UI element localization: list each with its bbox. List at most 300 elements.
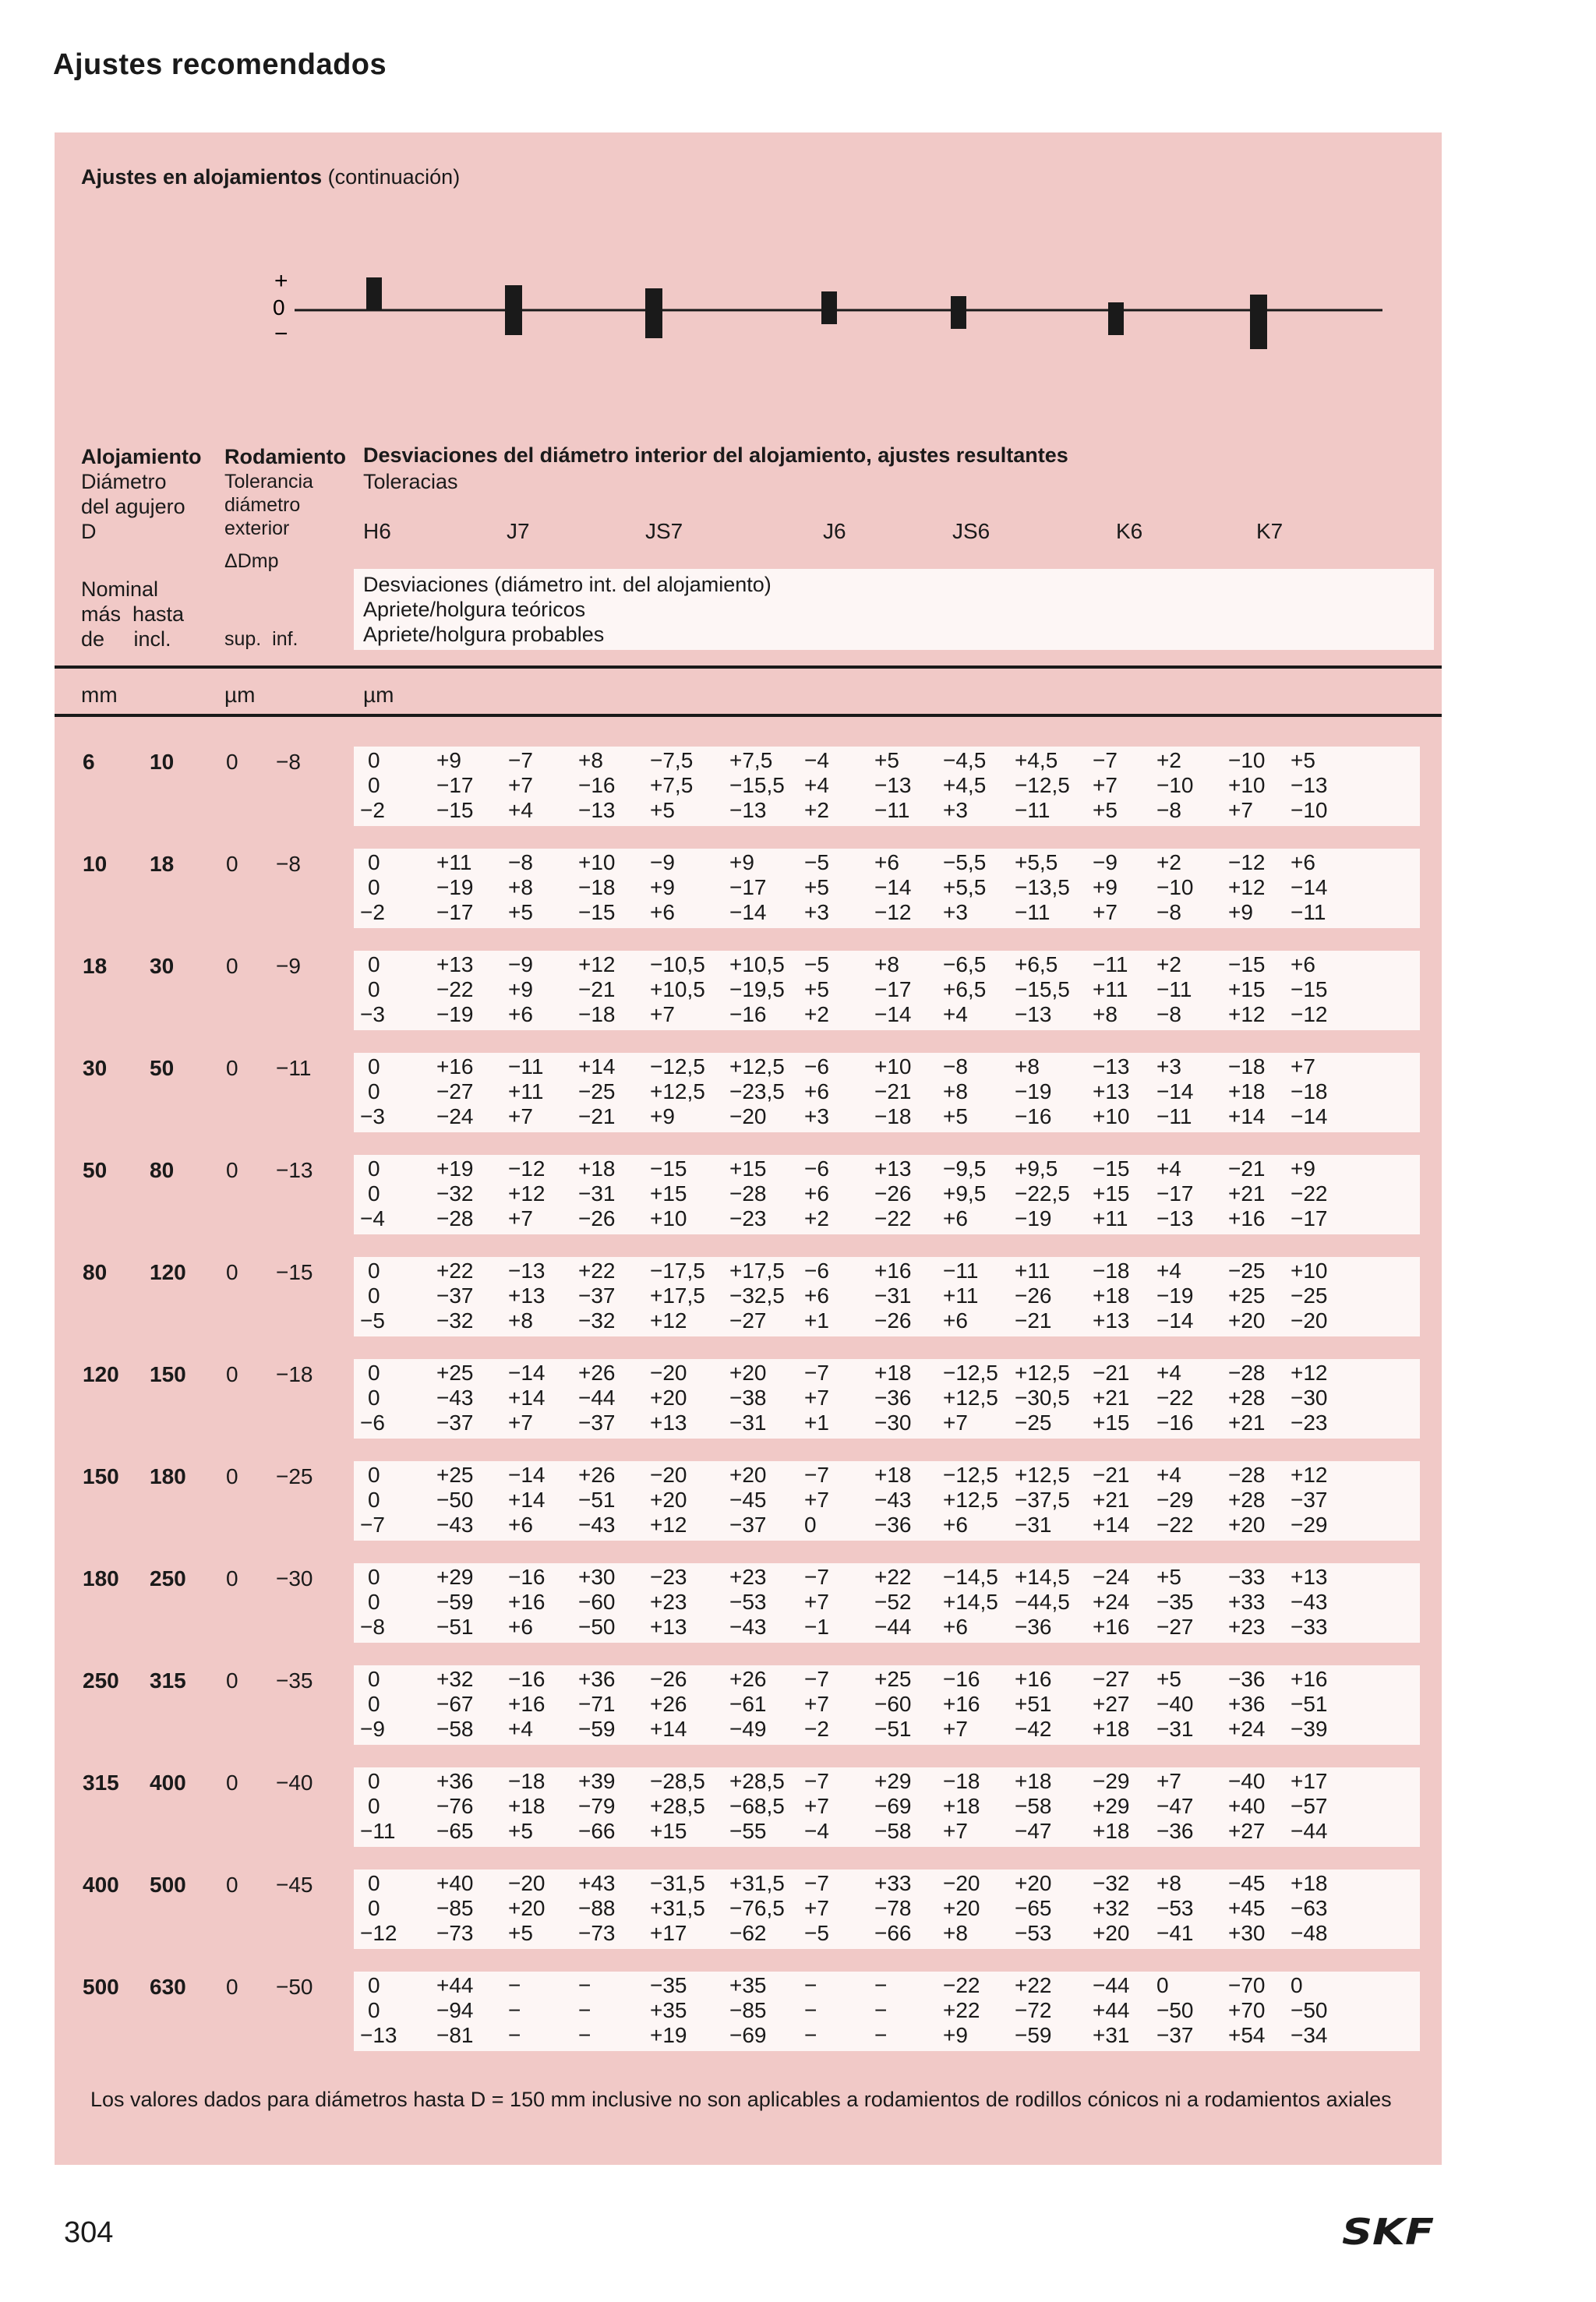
table-cell: −21 bbox=[1093, 1463, 1130, 1487]
table-cell: +9 bbox=[943, 2023, 968, 2047]
table-cell: 0 bbox=[368, 1259, 380, 1283]
table-cell: −12 bbox=[1228, 850, 1266, 874]
table-cell: −50 bbox=[1291, 1998, 1328, 2022]
table-cell: −25 bbox=[578, 1079, 616, 1103]
table-cell: −44 bbox=[578, 1386, 616, 1410]
table-cell: +25 bbox=[436, 1361, 474, 1385]
table-cell: +4 bbox=[1156, 1156, 1181, 1181]
table-cell: +29 bbox=[1093, 1794, 1130, 1818]
table-cell: −11 bbox=[1015, 798, 1050, 822]
table-cell: +25 bbox=[1228, 1283, 1266, 1308]
table-cell: +10,5 bbox=[729, 952, 785, 976]
table-cell: −16 bbox=[943, 1667, 980, 1691]
table-cell: +8 bbox=[578, 748, 603, 772]
table-cell: −19 bbox=[436, 1002, 474, 1026]
diameter-from: 500 bbox=[83, 1975, 119, 1999]
table-cell: +20 bbox=[1228, 1513, 1266, 1537]
table-cell: −38 bbox=[729, 1386, 767, 1410]
table-cell: −48 bbox=[1291, 1921, 1328, 1945]
table-cell: −3 bbox=[360, 1104, 385, 1128]
table-cell: +13 bbox=[1291, 1565, 1328, 1589]
table-cell: −5 bbox=[804, 1921, 829, 1945]
table-cell: −28 bbox=[1228, 1361, 1266, 1385]
table-cell: +28,5 bbox=[650, 1794, 705, 1818]
table-cell: +6 bbox=[1291, 952, 1315, 976]
table-cell: −6,5 bbox=[943, 952, 987, 976]
table-cell: −18 bbox=[874, 1104, 912, 1128]
table-cell: +23 bbox=[729, 1565, 767, 1589]
header-main-sub: Toleracias bbox=[363, 470, 458, 493]
tolerance-j6: J6 bbox=[823, 519, 846, 543]
table-cell: −12 bbox=[874, 900, 912, 924]
table-cell: −26 bbox=[650, 1667, 687, 1691]
table-cell: −26 bbox=[874, 1181, 912, 1206]
table-cell: −5,5 bbox=[943, 850, 987, 874]
table-cell: −18 bbox=[1291, 1079, 1328, 1103]
unit-um-housing: µm bbox=[363, 683, 394, 707]
table-cell: −37 bbox=[578, 1411, 616, 1435]
table-cell: −21 bbox=[578, 977, 616, 1001]
table-cell: +7 bbox=[508, 1104, 533, 1128]
table-cell: −13 bbox=[1291, 773, 1328, 797]
diameter-to: 630 bbox=[150, 1975, 186, 1999]
table-cell: +5 bbox=[874, 748, 899, 772]
table-cell: −51 bbox=[874, 1717, 912, 1741]
table-cell: −32 bbox=[578, 1308, 616, 1333]
table-cell: −24 bbox=[436, 1104, 474, 1128]
table-cell: +20 bbox=[943, 1896, 980, 1920]
table-cell: +6 bbox=[804, 1283, 829, 1308]
table-cell: +16 bbox=[508, 1692, 546, 1716]
table-cell: −43 bbox=[578, 1513, 616, 1537]
header-bearing-line2: diámetro bbox=[224, 494, 301, 516]
table-cell: −52 bbox=[874, 1590, 912, 1614]
table-cell: +11 bbox=[436, 850, 472, 874]
table-cell: +26 bbox=[650, 1692, 687, 1716]
table-cell: −44 bbox=[1093, 1973, 1130, 1997]
bearing-tolerance-inf: −50 bbox=[276, 1975, 313, 1999]
diameter-to: 250 bbox=[150, 1566, 186, 1591]
bearing-tolerance-inf: −30 bbox=[276, 1566, 313, 1591]
table-cell: +13 bbox=[436, 952, 474, 976]
legend-line-theoretical: Apriete/holgura teóricos bbox=[363, 598, 586, 621]
tolerance-js6: JS6 bbox=[952, 519, 990, 543]
table-cell: −51 bbox=[578, 1488, 616, 1512]
table-cell: +21 bbox=[1093, 1386, 1130, 1410]
table-cell: +17,5 bbox=[729, 1259, 785, 1283]
table-cell: −22,5 bbox=[1015, 1181, 1070, 1206]
table-cell: +33 bbox=[1228, 1590, 1266, 1614]
table-cell: +3 bbox=[804, 900, 829, 924]
table-cell: −16 bbox=[508, 1667, 546, 1691]
zone-bar-k7 bbox=[1250, 295, 1267, 349]
bearing-tolerance-inf: −35 bbox=[276, 1668, 313, 1693]
table-cell: −19 bbox=[1015, 1079, 1052, 1103]
table-cell: +17 bbox=[650, 1921, 687, 1945]
table-cell: +20 bbox=[729, 1361, 767, 1385]
table-cell: −14 bbox=[874, 1002, 912, 1026]
table-cell: +6 bbox=[943, 1513, 968, 1537]
table-cell: +29 bbox=[874, 1769, 912, 1793]
table-cell: −9 bbox=[650, 850, 675, 874]
table-cell: +2 bbox=[1156, 748, 1181, 772]
table-cell: −25 bbox=[1291, 1283, 1328, 1308]
table-cell: +5 bbox=[804, 977, 829, 1001]
zone-bar-k6 bbox=[1108, 302, 1124, 335]
zone-bar-j7 bbox=[505, 285, 522, 335]
table-cell: −18 bbox=[578, 875, 616, 899]
table-cell: +7 bbox=[508, 1206, 533, 1230]
diameter-from: 250 bbox=[83, 1668, 119, 1693]
table-cell: +3 bbox=[804, 1104, 829, 1128]
table-cell: +11 bbox=[1015, 1259, 1050, 1283]
table-cell: −4 bbox=[360, 1206, 385, 1230]
bearing-tolerance-sup: 0 bbox=[226, 1362, 238, 1386]
table-cell: −68,5 bbox=[729, 1794, 785, 1818]
table-cell: −57 bbox=[1291, 1794, 1328, 1818]
header-housing-line1: Diámetro bbox=[81, 470, 167, 493]
table-cell: −6 bbox=[804, 1259, 829, 1283]
table-cell: +18 bbox=[1093, 1283, 1130, 1308]
table-cell: +6 bbox=[943, 1615, 968, 1639]
table-cell: −26 bbox=[578, 1206, 616, 1230]
header-housing-title: Alojamiento bbox=[81, 445, 202, 468]
table-cell: +15 bbox=[1093, 1411, 1130, 1435]
table-cell: +8 bbox=[1156, 1871, 1181, 1895]
table-cell: −7 bbox=[804, 1871, 829, 1895]
table-cell: −13,5 bbox=[1015, 875, 1070, 899]
table-cell: −5 bbox=[360, 1308, 385, 1333]
skf-logo bbox=[1342, 2210, 1435, 2252]
table-cell: +20 bbox=[1093, 1921, 1130, 1945]
table-cell: +51 bbox=[1015, 1692, 1052, 1716]
table-cell: +13 bbox=[508, 1283, 546, 1308]
table-cell: −35 bbox=[1156, 1590, 1194, 1614]
bearing-tolerance-sup: 0 bbox=[226, 1873, 238, 1897]
table-cell: −7,5 bbox=[650, 748, 694, 772]
diagram-plus-label: + bbox=[274, 268, 288, 294]
table-cell: −18 bbox=[578, 1002, 616, 1026]
bearing-tolerance-sup: 0 bbox=[226, 1566, 238, 1591]
table-cell: −15 bbox=[436, 798, 474, 822]
table-cell: −20 bbox=[1291, 1308, 1328, 1333]
table-cell: −18 bbox=[1228, 1054, 1266, 1079]
table-cell: −76,5 bbox=[729, 1896, 785, 1920]
header-nominal-line2: más hasta bbox=[81, 602, 185, 626]
table-cell: −31 bbox=[874, 1283, 912, 1308]
header-nominal-line3: de incl. bbox=[81, 627, 171, 651]
table-cell: −16 bbox=[508, 1565, 546, 1589]
table-cell: −44,5 bbox=[1015, 1590, 1070, 1614]
table-cell: +9 bbox=[1291, 1156, 1315, 1181]
table-cell: −12,5 bbox=[650, 1054, 705, 1079]
table-cell: +7,5 bbox=[729, 748, 773, 772]
table-cell: −21 bbox=[578, 1104, 616, 1128]
zone-bar-h6 bbox=[366, 277, 382, 310]
table-cell: +3 bbox=[1156, 1054, 1181, 1079]
table-cell: +20 bbox=[650, 1386, 687, 1410]
diameter-from: 30 bbox=[83, 1056, 108, 1080]
table-cell: −85 bbox=[436, 1896, 474, 1920]
table-cell: −11 bbox=[360, 1819, 396, 1843]
table-cell: +20 bbox=[650, 1488, 687, 1512]
table-cell: +8 bbox=[874, 952, 899, 976]
bearing-tolerance-inf: −15 bbox=[276, 1260, 313, 1284]
table-cell: −27 bbox=[729, 1308, 767, 1333]
table-cell: +14 bbox=[1093, 1513, 1130, 1537]
tolerance-zone-diagram bbox=[55, 132, 1442, 366]
table-cell: −60 bbox=[578, 1590, 616, 1614]
diameter-to: 500 bbox=[150, 1873, 186, 1897]
table-cell: −7 bbox=[804, 1361, 829, 1385]
table-cell: +7 bbox=[804, 1896, 829, 1920]
table-cell: −13 bbox=[874, 773, 912, 797]
table-cell: +4 bbox=[943, 1002, 968, 1026]
table-cell: +7 bbox=[1156, 1769, 1181, 1793]
table-cell: +22 bbox=[436, 1259, 474, 1283]
page-number: 304 bbox=[64, 2216, 114, 2249]
table-cell: −36 bbox=[874, 1513, 912, 1537]
table-cell: −16 bbox=[729, 1002, 767, 1026]
table-cell: −27 bbox=[1093, 1667, 1130, 1691]
table-cell: −2 bbox=[360, 900, 385, 924]
header-sup-inf: sup. inf. bbox=[224, 628, 298, 650]
table-cell: −81 bbox=[436, 2023, 474, 2047]
table-cell: −65 bbox=[1015, 1896, 1052, 1920]
table-cell: −66 bbox=[874, 1921, 912, 1945]
table-cell: −59 bbox=[1015, 2023, 1052, 2047]
table-cell: −28 bbox=[436, 1206, 474, 1230]
table-cell: − bbox=[508, 2023, 521, 2047]
table-cell: −30 bbox=[1291, 1386, 1328, 1410]
bearing-tolerance-inf: −40 bbox=[276, 1771, 313, 1795]
table-cell: −18 bbox=[943, 1769, 980, 1793]
table-cell: −29 bbox=[1156, 1488, 1194, 1512]
table-cell: −78 bbox=[874, 1896, 912, 1920]
table-cell: +26 bbox=[729, 1667, 767, 1691]
table-cell: +14 bbox=[650, 1717, 687, 1741]
table-cell: −31 bbox=[578, 1181, 616, 1206]
table-cell: − bbox=[804, 1998, 817, 2022]
table-cell: +16 bbox=[436, 1054, 474, 1079]
table-cell: −41 bbox=[1156, 1921, 1194, 1945]
table-cell: +19 bbox=[436, 1156, 474, 1181]
table-cell: +12 bbox=[508, 1181, 546, 1206]
table-cell: −11 bbox=[1156, 977, 1192, 1001]
table-cell: −32 bbox=[436, 1181, 474, 1206]
table-cell: −58 bbox=[436, 1717, 474, 1741]
table-cell: +2 bbox=[1156, 850, 1181, 874]
header-housing-line3: D bbox=[81, 520, 97, 543]
table-cell: +7 bbox=[804, 1488, 829, 1512]
table-cell: +54 bbox=[1228, 2023, 1266, 2047]
table-cell: +5 bbox=[508, 1921, 533, 1945]
table-cell: −49 bbox=[729, 1717, 767, 1741]
table-cell: −11 bbox=[508, 1054, 544, 1079]
bearing-tolerance-sup: 0 bbox=[226, 1260, 238, 1284]
table-cell: −19 bbox=[1156, 1283, 1194, 1308]
table-cell: +7 bbox=[804, 1692, 829, 1716]
table-cell: −18 bbox=[1093, 1259, 1130, 1283]
table-cell: +10 bbox=[1093, 1104, 1130, 1128]
table-cell: −6 bbox=[804, 1054, 829, 1079]
table-cell: −23 bbox=[729, 1206, 767, 1230]
table-cell: +1 bbox=[804, 1308, 829, 1333]
table-cell: +7 bbox=[1228, 798, 1253, 822]
subtitle-bold: Ajustes en alojamientos bbox=[81, 165, 323, 189]
diameter-from: 6 bbox=[83, 750, 95, 774]
table-cell: −14 bbox=[729, 900, 767, 924]
table-cell: −69 bbox=[729, 2023, 767, 2047]
table-cell: +7,5 bbox=[650, 773, 694, 797]
table-cell: −85 bbox=[729, 1998, 767, 2022]
table-cell: 0 bbox=[1156, 1973, 1169, 1997]
table-cell: −31 bbox=[729, 1411, 767, 1435]
table-cell: 0 bbox=[368, 1361, 380, 1385]
table-cell: 0 bbox=[368, 1054, 380, 1079]
table-cell: −73 bbox=[578, 1921, 616, 1945]
table-cell: +10,5 bbox=[650, 977, 705, 1001]
table-cell: −72 bbox=[1015, 1998, 1052, 2022]
fits-table-panel bbox=[55, 132, 1442, 2165]
table-cell: −26 bbox=[1015, 1283, 1052, 1308]
table-cell: +20 bbox=[1015, 1871, 1052, 1895]
table-cell: −21 bbox=[1015, 1308, 1052, 1333]
table-cell: −14 bbox=[508, 1463, 546, 1487]
table-cell: +2 bbox=[804, 798, 829, 822]
table-cell: +20 bbox=[729, 1463, 767, 1487]
table-cell: +6,5 bbox=[1015, 952, 1058, 976]
table-cell: +18 bbox=[1291, 1871, 1328, 1895]
table-cell: −11 bbox=[1015, 900, 1050, 924]
table-cell: +6 bbox=[1291, 850, 1315, 874]
table-cell: +2 bbox=[804, 1002, 829, 1026]
table-cell: −3 bbox=[360, 1002, 385, 1026]
table-cell: +15 bbox=[650, 1181, 687, 1206]
table-cell: −36 bbox=[1228, 1667, 1266, 1691]
table-cell: −20 bbox=[650, 1361, 687, 1385]
table-cell: −28 bbox=[729, 1181, 767, 1206]
table-cell: +16 bbox=[1228, 1206, 1266, 1230]
table-cell: 0 bbox=[368, 1973, 380, 1997]
table-cell: +4 bbox=[1156, 1463, 1181, 1487]
header-rule-top bbox=[55, 666, 1442, 669]
table-cell: +18 bbox=[874, 1361, 912, 1385]
table-cell: +14,5 bbox=[1015, 1565, 1070, 1589]
table-cell: −1 bbox=[804, 1615, 829, 1639]
table-cell: −35 bbox=[650, 1973, 687, 1997]
table-cell: +30 bbox=[1228, 1921, 1266, 1945]
table-cell: +12,5 bbox=[1015, 1361, 1070, 1385]
table-cell: −44 bbox=[1291, 1819, 1328, 1843]
table-cell: −10 bbox=[1156, 875, 1194, 899]
table-cell: +12,5 bbox=[729, 1054, 785, 1079]
table-cell: −61 bbox=[729, 1692, 767, 1716]
table-cell: −37 bbox=[1156, 2023, 1194, 2047]
table-cell: 0 bbox=[368, 1794, 380, 1818]
table-cell: +4 bbox=[1156, 1361, 1181, 1385]
table-cell: −17 bbox=[874, 977, 912, 1001]
table-cell: +7 bbox=[1093, 773, 1118, 797]
table-cell: +23 bbox=[1228, 1615, 1266, 1639]
table-cell: −37 bbox=[436, 1283, 474, 1308]
header-nominal-line1: Nominal bbox=[81, 577, 159, 601]
table-cell: −29 bbox=[1291, 1513, 1328, 1537]
table-cell: +16 bbox=[1015, 1667, 1052, 1691]
diameter-to: 180 bbox=[150, 1464, 186, 1488]
bearing-tolerance-inf: −18 bbox=[276, 1362, 313, 1386]
table-cell: −23,5 bbox=[729, 1079, 785, 1103]
table-cell: +14 bbox=[508, 1488, 546, 1512]
table-cell: −21 bbox=[1093, 1361, 1130, 1385]
table-cell: +5 bbox=[508, 900, 533, 924]
table-cell: −50 bbox=[1156, 1998, 1194, 2022]
header-bearing-title: Rodamiento bbox=[224, 445, 347, 468]
table-cell: +3 bbox=[943, 798, 968, 822]
table-cell: −7 bbox=[804, 1769, 829, 1793]
table-cell: −16 bbox=[1015, 1104, 1052, 1128]
table-cell: −13 bbox=[1093, 1054, 1130, 1079]
bearing-tolerance-inf: −45 bbox=[276, 1873, 313, 1897]
table-cell: 0 bbox=[368, 1998, 380, 2022]
table-cell: −40 bbox=[1228, 1769, 1266, 1793]
table-cell: −65 bbox=[436, 1819, 474, 1843]
tolerance-h6: H6 bbox=[363, 519, 391, 543]
table-cell: +12 bbox=[650, 1308, 687, 1333]
table-cell: +4 bbox=[1156, 1259, 1181, 1283]
table-cell: −21 bbox=[874, 1079, 912, 1103]
table-cell: −8 bbox=[1156, 798, 1181, 822]
table-cell: +4 bbox=[804, 773, 829, 797]
table-cell: −16 bbox=[578, 773, 616, 797]
table-cell: +31,5 bbox=[650, 1896, 705, 1920]
page-title: Ajustes recomendados bbox=[53, 48, 387, 81]
table-cell: +3 bbox=[943, 900, 968, 924]
table-cell: −8 bbox=[1156, 1002, 1181, 1026]
table-cell: +6,5 bbox=[943, 977, 987, 1001]
table-cell: +28 bbox=[1228, 1488, 1266, 1512]
header-bearing-line1: Tolerancia bbox=[224, 471, 313, 493]
table-cell: +13 bbox=[1093, 1079, 1130, 1103]
table-cell: 0 bbox=[368, 1692, 380, 1716]
table-cell: −43 bbox=[436, 1386, 474, 1410]
table-cell: −18 bbox=[508, 1769, 546, 1793]
table-cell: −43 bbox=[729, 1615, 767, 1639]
table-cell: −34 bbox=[1291, 2023, 1328, 2047]
table-cell: +18 bbox=[508, 1794, 546, 1818]
table-cell: +12 bbox=[650, 1513, 687, 1537]
table-cell: +26 bbox=[578, 1361, 616, 1385]
table-cell: +12 bbox=[1291, 1463, 1328, 1487]
bearing-tolerance-inf: −11 bbox=[276, 1056, 312, 1080]
table-cell: −88 bbox=[578, 1896, 616, 1920]
table-cell: +6 bbox=[650, 900, 675, 924]
table-cell: +11 bbox=[943, 1283, 979, 1308]
table-cell: 0 bbox=[368, 1079, 380, 1103]
bearing-tolerance-sup: 0 bbox=[226, 1056, 238, 1080]
table-cell: −28,5 bbox=[650, 1769, 705, 1793]
diagram-minus-label: − bbox=[274, 321, 288, 347]
table-cell: −79 bbox=[578, 1794, 616, 1818]
table-cell: +70 bbox=[1228, 1998, 1266, 2022]
table-cell: −13 bbox=[508, 1259, 546, 1283]
table-cell: +15 bbox=[650, 1819, 687, 1843]
table-cell: +7 bbox=[1291, 1054, 1315, 1079]
table-cell: +5 bbox=[804, 875, 829, 899]
table-cell: −37 bbox=[729, 1513, 767, 1537]
table-cell: +16 bbox=[943, 1692, 980, 1716]
table-cell: −11 bbox=[1093, 952, 1128, 976]
